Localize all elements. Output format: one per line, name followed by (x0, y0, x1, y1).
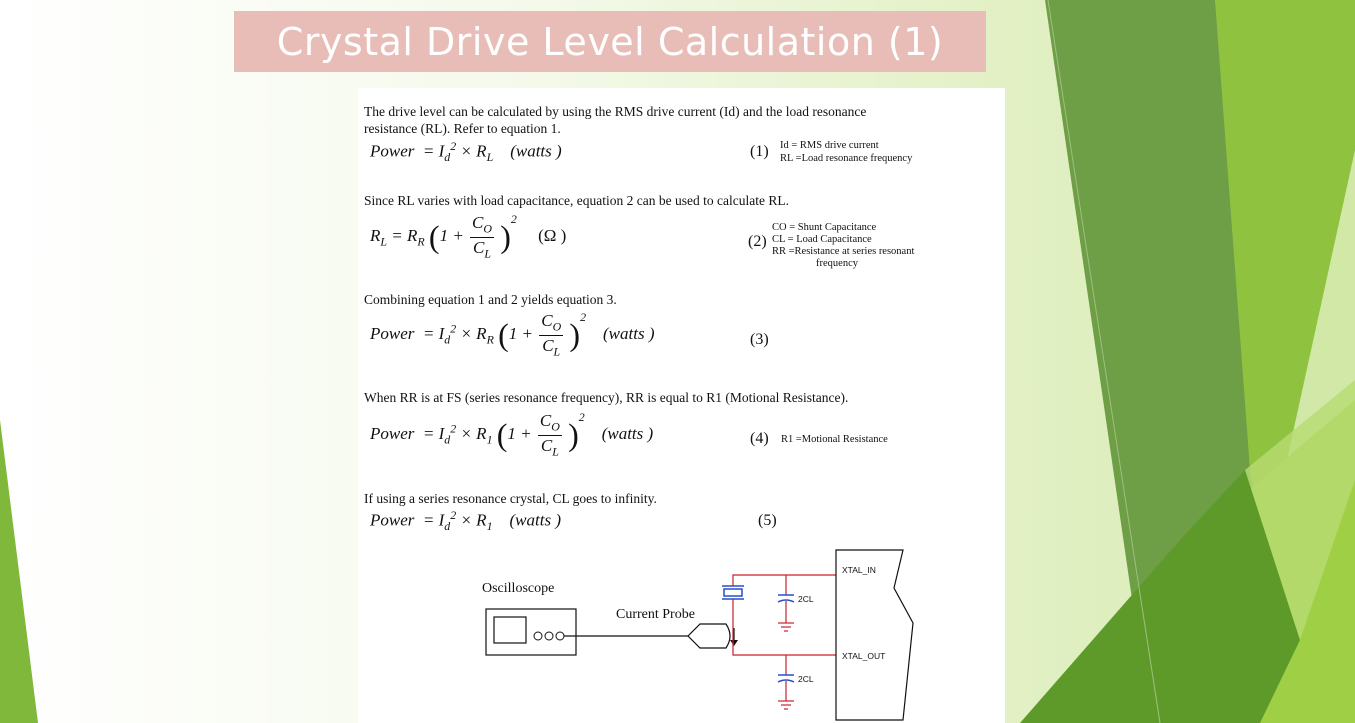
eq2-note-3: RR =Resistance at series resonant (772, 246, 915, 257)
cap-bottom-label: 2CL (798, 674, 814, 684)
xtal-in-label: XTAL_IN (842, 565, 876, 575)
cap-top-label: 2CL (798, 594, 814, 604)
equation-2-number: (2) (748, 233, 767, 250)
page-title: Crystal Drive Level Calculation (1) (276, 19, 944, 64)
paragraph-3: Combining equation 1 and 2 yields equation 3. (364, 292, 617, 307)
crystal-symbol (724, 589, 742, 596)
equation-1: Power = $I_d^2 \times R_L$ (watts ) (370, 139, 562, 165)
equation-3-number: (3) (750, 331, 769, 348)
document-image (358, 88, 1005, 723)
eq1-units: (watts ) (510, 141, 562, 161)
eq2-units: (Ω ) (538, 226, 567, 245)
equation-3: Power = $I_d^2 \times R_R$ (1 + $\frac{C_O}{C_L}$ )$^2$ (watts ) (370, 310, 655, 358)
eq1-note-1: Id = RMS drive current (780, 140, 879, 151)
eq2-note-4: frequency (816, 258, 858, 269)
left-green-shape (0, 420, 38, 723)
intro-line-2: resistance (RL). Refer to equation 1. (364, 121, 561, 136)
eq4-units: (watts ) (601, 424, 654, 443)
oscilloscope-screen (494, 617, 526, 643)
paragraph-2: Since RL varies with load capacitance, equation 2 can be used to calculate RL. (364, 193, 789, 208)
equation-4-number: (4) (750, 430, 769, 447)
equation-2: $R_L = R_R$ (1 + $\frac{C_O}{C_L}$ )$^2$ (Ω ) (370, 212, 567, 260)
eq1-note-2: RL =Load resonance frequency (780, 153, 913, 164)
intro-line-1: The drive level can be calculated by using the RMS drive current (Id) and the load resonance (364, 104, 867, 119)
eq5-units: (watts ) (509, 510, 561, 530)
xtal-out-label: XTAL_OUT (842, 651, 886, 661)
eq3-units: (watts ) (603, 324, 655, 343)
title-band (234, 11, 986, 72)
paragraph-5: If using a series resonance crystal, CL goes to infinity. (364, 491, 657, 506)
equation-4: Power = $I_d^2 \times R_1$ (1 + $\frac{C_O}{C_L}$ )$^2$ (watts ) (370, 410, 654, 458)
eq4-note: R1 =Motional Resistance (781, 434, 888, 445)
current-probe-label: Current Probe (616, 607, 695, 622)
equation-5-number: (5) (758, 512, 777, 529)
probe-arrowhead (730, 640, 738, 646)
ic-body (836, 550, 913, 720)
wire-top (733, 575, 836, 586)
oscilloscope-label: Oscilloscope (482, 581, 555, 596)
equation-5: Power = $I_d^2 \times R_1$ (watts ) (370, 508, 561, 534)
current-probe-head (688, 624, 730, 648)
measurement-circuit (358, 88, 1005, 723)
eq2-note-2: CL = Load Capacitance (772, 234, 872, 245)
paragraph-4: When RR is at FS (series resonance frequency), RR is equal to R1 (Motional Resistance). (364, 390, 849, 405)
equation-1-number: (1) (750, 143, 769, 160)
eq2-note-1: CO = Shunt Capacitance (772, 222, 877, 233)
